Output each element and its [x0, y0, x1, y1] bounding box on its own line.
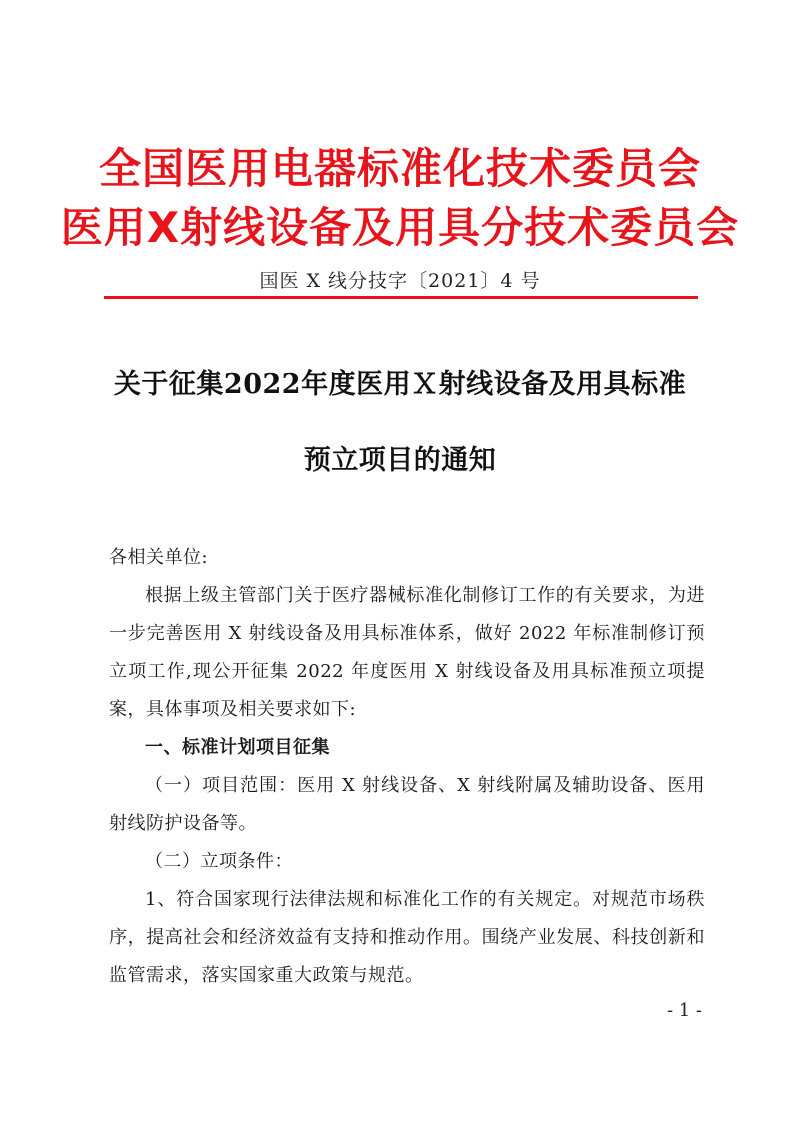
section-heading-1: 一、标准计划项目征集: [145, 737, 330, 758]
document-number: 国医 X 线分技字〔2021〕4 号: [259, 270, 541, 292]
condition-1: 1、符合国家现行法律法规和标准化工作的有关规定。对规范市场秩序，提高社会和经济效益有支持和推动作用。围绕产业发展、科技创新和监管需求，落实国家重大政策与规范。: [109, 889, 705, 986]
red-header-divider: [104, 296, 698, 299]
issuing-org-line2: 医用X射线设备及用具分技术委员会: [60, 203, 740, 252]
issuing-org-line1: 全国医用电器标准化技术委员会: [98, 144, 701, 193]
document-title-line1: 关于征集2022年度医用Ｘ射线设备及用具标准: [113, 369, 687, 400]
conditions-heading: （二）立项条件：: [145, 851, 293, 872]
document-title-line2: 预立项目的通知: [303, 445, 497, 476]
intro-paragraph: 根据上级主管部门关于医疗器械标准化制修订工作的有关要求，为进一步完善医用 X 射线设备及用具标准体系，做好 2022 年标准制修订预立项工作,现公开征集 2022 年度医用 X 射线设备及用具标准预立项提案，具体事项及相关要求如下:: [109, 585, 705, 720]
document-body: [109, 539, 705, 995]
scope-item: （一）项目范围：医用 X 射线设备、X 射线附属及辅助设备、医用射线防护设备等。: [109, 775, 705, 834]
page-number: - 1 -: [666, 1000, 702, 1021]
salutation: 各相关单位:: [109, 547, 209, 568]
